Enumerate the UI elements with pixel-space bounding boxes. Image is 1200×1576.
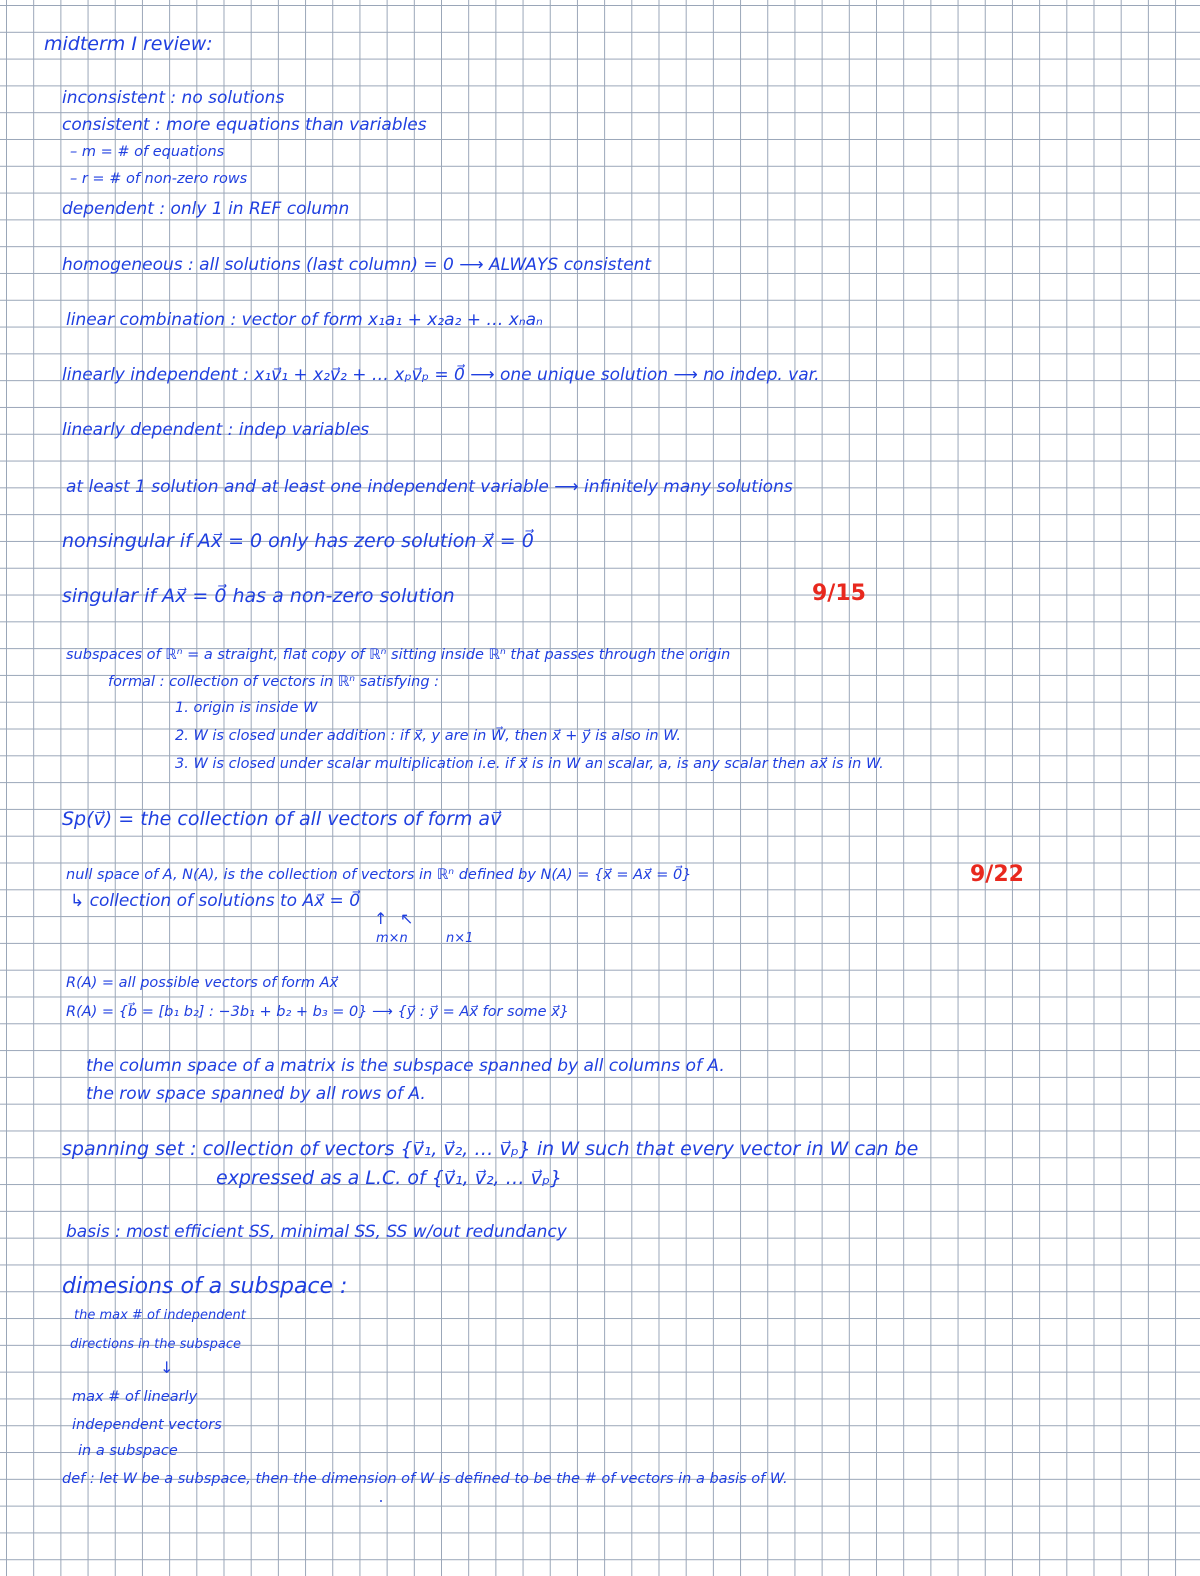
up-arrow-icon: ↖ bbox=[400, 909, 414, 928]
dimension-label: m×n bbox=[376, 931, 408, 946]
dimension-label: n×1 bbox=[446, 931, 474, 946]
note-line: directions in the subspace bbox=[70, 1337, 242, 1352]
section-heading: dimesions of a subspace : bbox=[62, 1274, 348, 1299]
note-line: R(A) = all possible vectors of form Ax⃗ bbox=[66, 975, 339, 991]
date-label: 9/22 bbox=[970, 862, 1024, 887]
note-line: R(A) = {b⃗ = [b₁ b₂] : −3b₁ + b₂ + b₃ = 0} ⟶ {y⃗ : y⃗ = Ax⃗ for some x⃗} bbox=[66, 1004, 569, 1020]
note-line: def : let W be a subspace, then the dimension of W is defined to be the # of vectors in a basis of W. bbox=[62, 1471, 788, 1487]
note-line: singular if Ax⃗ = 0⃗ has a non-zero solution bbox=[62, 585, 455, 607]
note-line: the row space spanned by all rows of A. bbox=[86, 1084, 426, 1104]
ink-dot bbox=[380, 1500, 382, 1502]
note-line: consistent : more equations than variables bbox=[62, 115, 427, 135]
note-line: 1. origin is inside W bbox=[175, 700, 318, 716]
date-label: 9/15 bbox=[812, 581, 866, 606]
up-arrow-icon: ↑ bbox=[374, 909, 388, 928]
note-line: the max # of independent bbox=[74, 1308, 246, 1323]
note-line: homogeneous : all solutions (last column) = 0 ⟶ ALWAYS consistent bbox=[62, 255, 652, 275]
note-line: – r = # of non-zero rows bbox=[70, 171, 248, 187]
note-line: expressed as a L.C. of {v⃗₁, v⃗₂, … v⃗ₚ} bbox=[216, 1167, 563, 1189]
note-line: spanning set : collection of vectors {v⃗₁, v⃗₂, … v⃗ₚ} in W such that every vector in W can be bbox=[62, 1138, 919, 1160]
note-line: linearly dependent : indep variables bbox=[62, 420, 370, 440]
note-line: linear combination : vector of form x₁a₁ + x₂a₂ + … xₙaₙ bbox=[66, 310, 543, 330]
note-line: formal : collection of vectors in ℝⁿ satisfying : bbox=[108, 674, 440, 690]
note-line: 3. W is closed under scalar multiplication i.e. if x⃗ is in W an scalar, a, is any scalar then ax⃗ is in W. bbox=[175, 756, 884, 772]
note-line: inconsistent : no solutions bbox=[62, 88, 285, 108]
note-line: Sp(v⃗) = the collection of all vectors of form av⃗ bbox=[62, 808, 502, 830]
note-line: linearly independent : x₁v⃗₁ + x₂v⃗₂ + … xₚv⃗ₚ = 0⃗ ⟶ one unique solution ⟶ no indep. var. bbox=[62, 365, 820, 385]
note-line: in a subspace bbox=[78, 1443, 178, 1459]
note-line: subspaces of ℝⁿ = a straight, flat copy of ℝⁿ sitting inside ℝⁿ that passes through the origin bbox=[66, 647, 731, 663]
page-title: midterm I review: bbox=[44, 33, 213, 55]
note-line: dependent : only 1 in REF column bbox=[62, 199, 350, 219]
note-line: at least 1 solution and at least one independent variable ⟶ infinitely many solutions bbox=[66, 477, 793, 497]
note-line: null space of A, N(A), is the collection of vectors in ℝⁿ defined by N(A) = {x⃗ = Ax⃗ = 0⃗} bbox=[66, 867, 692, 883]
note-line: 2. W is closed under addition : if x⃗, y are in W⃗, then x⃗ + y⃗ is also in W. bbox=[175, 728, 681, 744]
note-line: – m = # of equations bbox=[70, 144, 225, 160]
down-arrow-icon: ↓ bbox=[160, 1358, 174, 1377]
note-line: max # of linearly bbox=[72, 1389, 198, 1405]
note-line: the column space of a matrix is the subspace spanned by all columns of A. bbox=[86, 1056, 725, 1076]
note-line: basis : most efficient SS, minimal SS, SS w/out redundancy bbox=[66, 1222, 567, 1242]
note-line: nonsingular if Ax⃗ = 0 only has zero solution x⃗ = 0⃗ bbox=[62, 530, 534, 552]
note-line: ↳ collection of solutions to Ax⃗ = 0⃗ bbox=[70, 891, 361, 911]
note-line: independent vectors bbox=[72, 1417, 222, 1433]
